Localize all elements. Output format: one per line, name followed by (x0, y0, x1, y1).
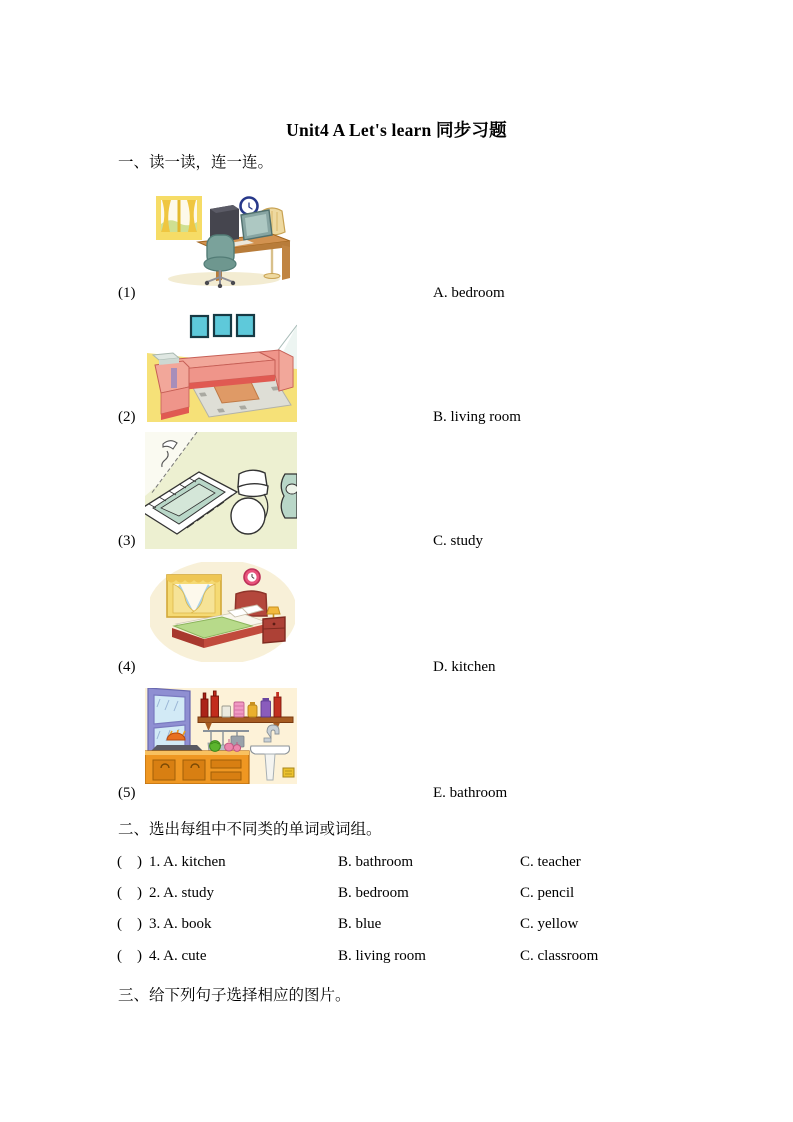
cabinets-icon (145, 751, 249, 784)
section2-heading: 二、选出每组中不同类的单词或词组。 (118, 821, 382, 838)
q3-option-a: 3. A. book (149, 916, 212, 932)
q1-option-c: C. teacher (520, 854, 581, 870)
section3-heading: 三、给下列句子选择相应的图片。 (118, 987, 351, 1004)
q4-option-c: C. classroom (520, 948, 599, 964)
wall-clock-icon (244, 569, 260, 585)
wall-pictures-icon (191, 315, 254, 337)
bathroom-illustration (145, 432, 297, 549)
q3-option-b: B. blue (338, 916, 382, 932)
bedroom-illustration (150, 562, 295, 662)
living-room-illustration (147, 311, 297, 422)
answer-blank-3: ( ) (117, 916, 142, 932)
sink-icon (281, 474, 297, 518)
answer-blank-1: ( ) (117, 854, 142, 870)
item-1-number: (1) (118, 285, 136, 301)
option-b-living-room: B. living room (433, 409, 521, 425)
window-icon (156, 196, 202, 240)
q2-option-a: 2. A. study (149, 885, 215, 901)
q2-option-b: B. bedroom (338, 885, 409, 901)
q2-option-c: C. pencil (520, 885, 575, 901)
q1-option-b: B. bathroom (338, 854, 413, 870)
q1-option-a: 1. A. kitchen (149, 854, 226, 870)
q3-option-c: C. yellow (520, 916, 579, 932)
q4-option-a: 4. A. cute (149, 948, 207, 964)
answer-blank-2: ( ) (117, 885, 142, 901)
item-4-number: (4) (118, 659, 136, 675)
window-icon (167, 575, 221, 617)
item-2-number: (2) (118, 409, 136, 425)
q4-option-b: B. living room (338, 948, 426, 964)
option-e-bathroom: E. bathroom (433, 785, 508, 801)
item-5-number: (5) (118, 785, 136, 801)
answer-blank-4: ( ) (117, 948, 142, 964)
item-3-number: (3) (118, 533, 136, 549)
study-room-illustration (148, 190, 296, 288)
option-c-study: C. study (433, 533, 484, 549)
option-a-bedroom: A. bedroom (433, 285, 505, 301)
kitchen-illustration (145, 688, 297, 784)
section1-heading: 一、读一读，连一连。 (118, 154, 274, 171)
worksheet-title: Unit4 A Let's learn 同步习题 (286, 119, 507, 140)
wall-plaque-icon (283, 768, 294, 777)
option-d-kitchen: D. kitchen (433, 659, 496, 675)
